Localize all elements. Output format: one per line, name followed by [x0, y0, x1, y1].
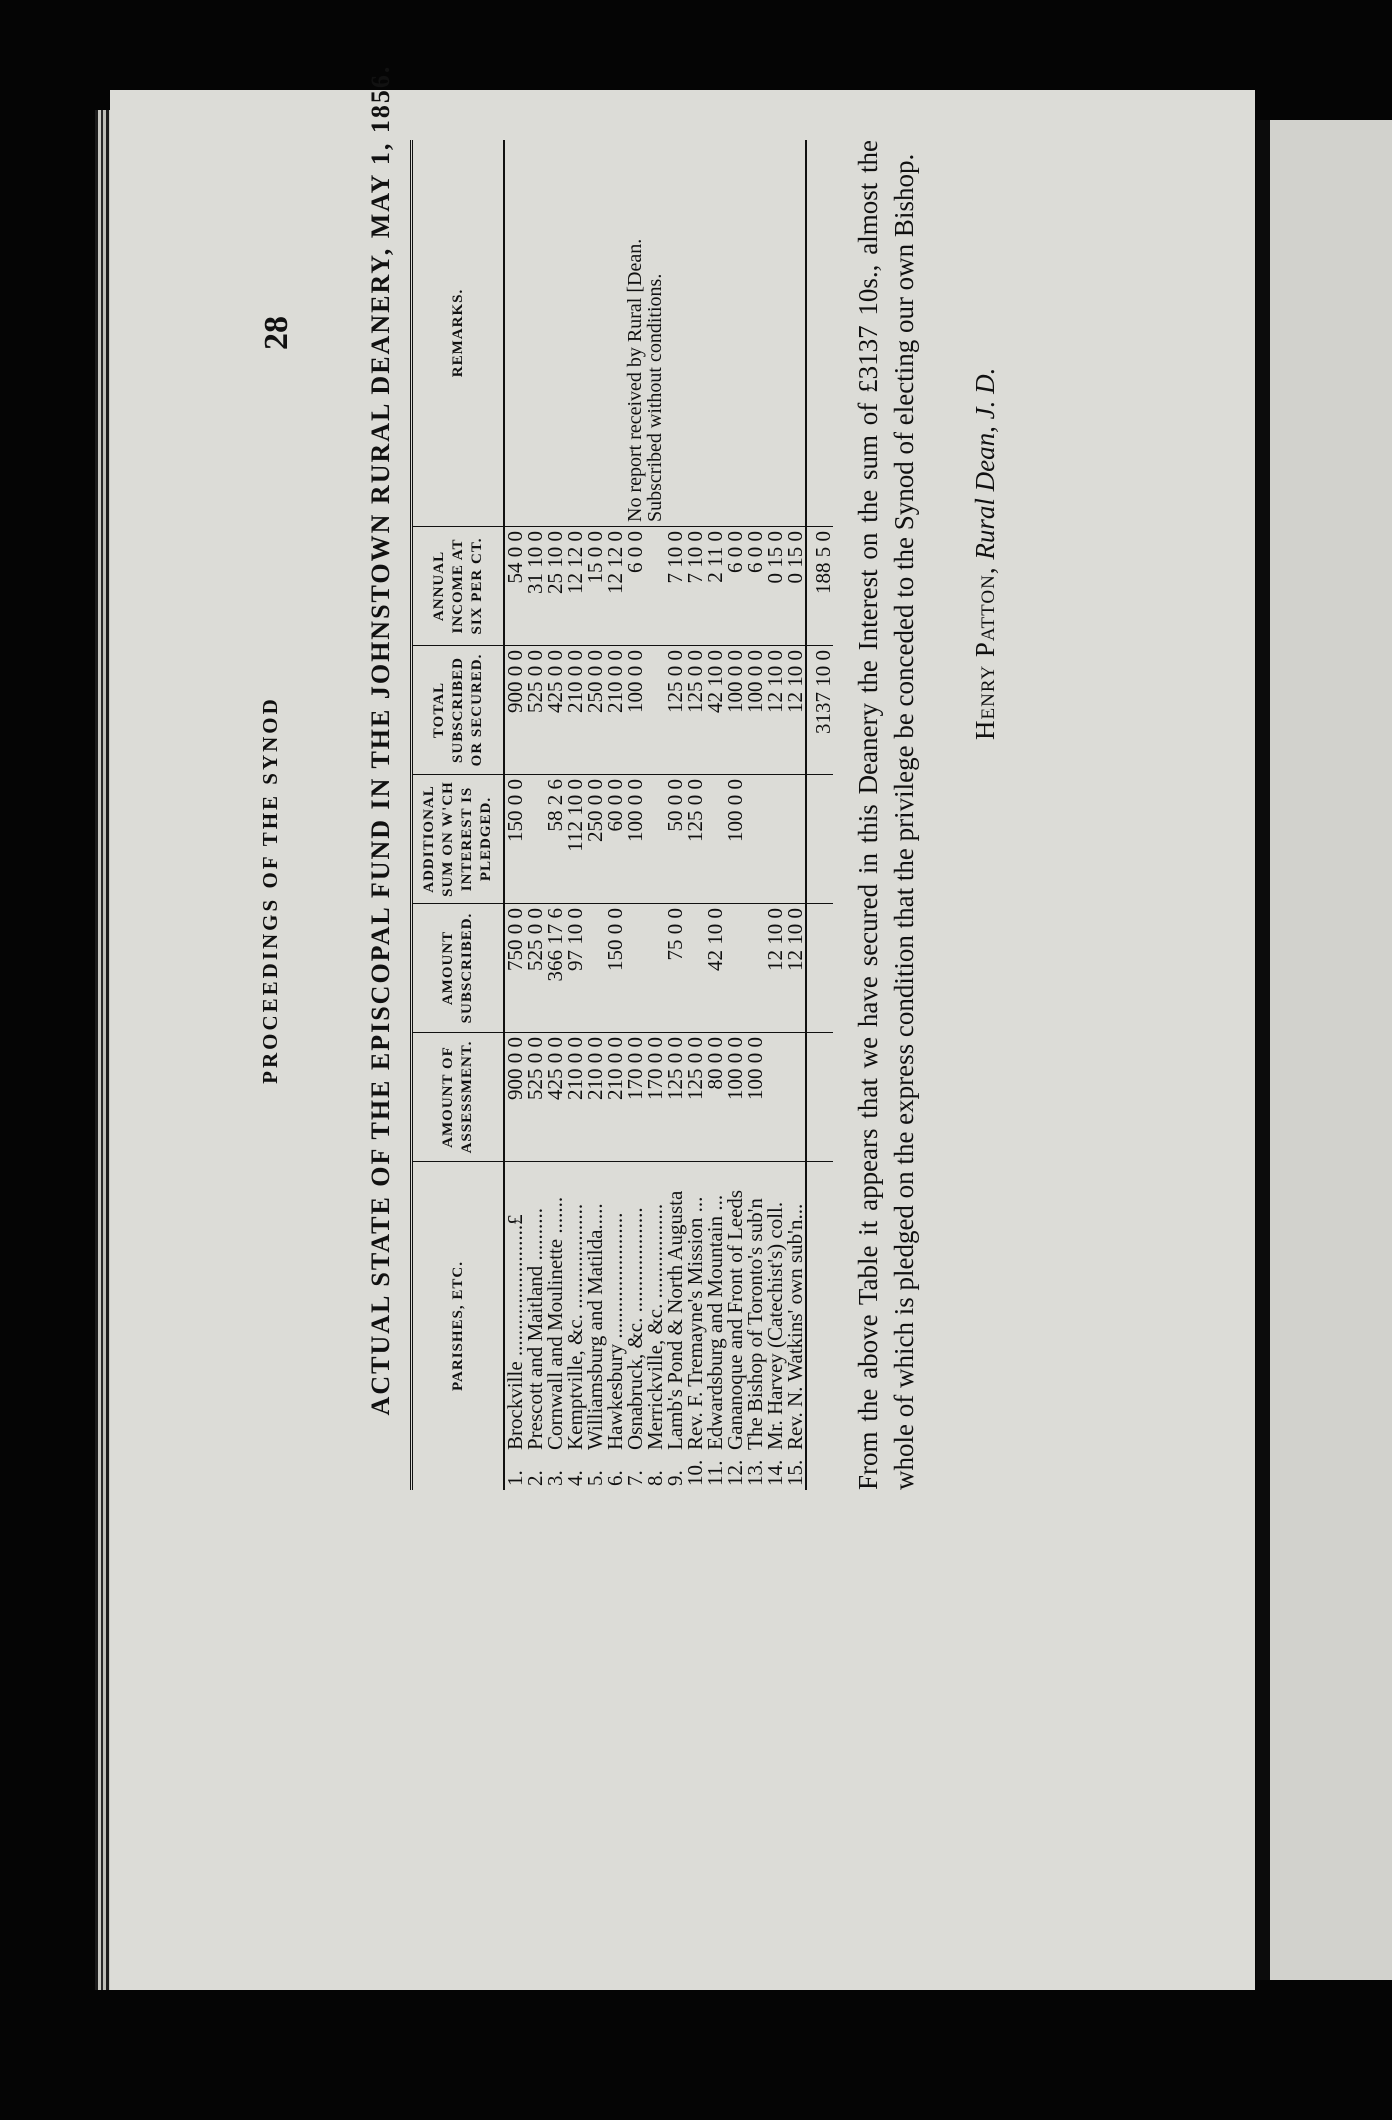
remarks-cell: Subscribed without conditions. — [645, 140, 665, 527]
page-number: 28 — [258, 316, 295, 350]
row-number: 13. — [743, 1459, 767, 1486]
table-row — [625, 140, 645, 1490]
total-cell: 900 0 0 — [504, 646, 525, 775]
total-cell: 100 0 0 — [745, 646, 765, 775]
table-row — [705, 140, 725, 1490]
remarks-cell — [725, 140, 745, 527]
table-row — [585, 140, 605, 1490]
parish-name: The Bishop of Toronto's sub'n — [743, 1198, 767, 1450]
table-row — [765, 140, 785, 1490]
currency-mark: £ — [503, 1214, 527, 1225]
row-number: 6. — [603, 1470, 627, 1486]
remarks-cell — [765, 140, 785, 527]
remarks-cell — [665, 140, 685, 527]
parish-name: Osnabruck, &c. .................... — [623, 1207, 647, 1450]
total-cell: 42 10 0 — [705, 646, 725, 775]
income-cell: 7 10 0 — [685, 527, 705, 646]
assessment-cell: 80 0 0 — [705, 1033, 725, 1162]
additional-cell — [785, 775, 806, 904]
total-cell: 100 0 0 — [725, 646, 745, 775]
parish-cell — [525, 1162, 545, 1491]
assessment-cell: 210 0 0 — [585, 1033, 605, 1162]
parish-cell — [785, 1162, 806, 1491]
parish-cell — [665, 1162, 685, 1491]
income-cell: 15 0 0 — [585, 527, 605, 646]
rotated-content — [110, 64, 1255, 1990]
assessment-cell: 170 0 0 — [625, 1033, 645, 1162]
row-number: 3. — [543, 1470, 567, 1486]
additional-cell: 150 0 0 — [504, 775, 525, 904]
assessment-cell — [765, 1033, 785, 1162]
table-row — [504, 140, 525, 1490]
signature — [970, 368, 1001, 740]
subscribed-cell — [645, 904, 665, 1033]
header-assessment: AMOUNT OF ASSESSMENT. — [412, 1033, 505, 1162]
income-cell: 12 12 0 — [605, 527, 625, 646]
total-cell: 12 10 0 — [765, 646, 785, 775]
income-cell: 12 12 0 — [565, 527, 585, 646]
parish-name: Hawkesbury ........................ — [603, 1212, 627, 1450]
assessment-cell: 525 0 0 — [525, 1033, 545, 1162]
subscribed-cell: 750 0 0 — [504, 904, 525, 1033]
total-cell: 210 0 0 — [605, 646, 625, 775]
parish-cell — [765, 1162, 785, 1491]
parish-name: Brockville ......................... — [503, 1224, 527, 1450]
row-number: 7. — [623, 1470, 647, 1486]
parish-cell — [545, 1162, 565, 1491]
parish-cell — [625, 1162, 645, 1491]
running-head: PROCEEDINGS OF THE SYNOD — [258, 696, 282, 1084]
income-cell: 7 10 0 — [665, 527, 685, 646]
table-row — [685, 140, 705, 1490]
subscribed-cell — [685, 904, 705, 1033]
additional-cell: 50 0 0 — [665, 775, 685, 904]
signature-name: Henry Patton, — [970, 566, 1000, 740]
additional-cell: 58 2 6 — [545, 775, 565, 904]
signature-title: Rural Dean, J. D. — [970, 367, 1000, 560]
additional-cell: 100 0 0 — [725, 775, 745, 904]
row-number: 4. — [563, 1470, 587, 1486]
assessment-cell: 125 0 0 — [685, 1033, 705, 1162]
subscribed-cell — [625, 904, 645, 1033]
parish-name: Cornwall and Moulinette ....... — [543, 1196, 567, 1450]
subscribed-cell: 150 0 0 — [605, 904, 625, 1033]
remarks-cell: No report received by Rural [Dean. — [625, 140, 645, 527]
table-row — [525, 140, 545, 1490]
assessment-cell: 125 0 0 — [665, 1033, 685, 1162]
additional-cell — [645, 775, 665, 904]
table-header-row — [412, 140, 505, 1490]
additional-cell — [745, 775, 765, 904]
row-number: 11. — [703, 1460, 727, 1486]
row-number: 12. — [723, 1459, 747, 1486]
table-title: ACTUAL STATE OF THE EPISCOPAL FUND IN THE JOHNSTOWN RURAL DEANERY, MAY 1, 1856. — [366, 64, 395, 1416]
assessment-cell: 210 0 0 — [605, 1033, 625, 1162]
assessment-cell: 100 0 0 — [745, 1033, 765, 1162]
remarks-cell — [605, 140, 625, 527]
header-total: TOTAL SUBSCRIBED OR SECURED. — [412, 646, 505, 775]
subscribed-cell: 75 0 0 — [665, 904, 685, 1033]
grand-total: 3137 10 0 — [806, 646, 833, 775]
parish-cell — [685, 1162, 705, 1491]
row-number: 8. — [643, 1470, 667, 1486]
additional-cell: 250 0 0 — [585, 775, 605, 904]
header-subscribed: AMOUNT SUBSCRIBED. — [412, 904, 505, 1033]
income-cell: 0 15 0 — [785, 527, 806, 646]
total-cell: 12 10 0 — [785, 646, 806, 775]
assessment-cell: 425 0 0 — [545, 1033, 565, 1162]
assessment-cell: 210 0 0 — [565, 1033, 585, 1162]
table-body — [504, 140, 806, 1490]
income-cell: 6 0 0 — [625, 527, 645, 646]
additional-cell: 100 0 0 — [625, 775, 645, 904]
total-cell — [645, 646, 665, 775]
parish-name: Rev. F. Tremayne's Mission ... — [683, 1196, 707, 1450]
table-row — [605, 140, 625, 1490]
parish-cell — [745, 1162, 765, 1491]
row-number: 2. — [523, 1470, 547, 1486]
total-cell: 125 0 0 — [665, 646, 685, 775]
summary-paragraph: From the above Table it appears that we have secured in this Deanery the Interest on the sum of £3137 10s., almost the whole of which is pledged on the express condition that the privilege be conceded to the Synod of electing our own Bishop. — [853, 140, 919, 1490]
income-cell: 25 10 0 — [545, 527, 565, 646]
subscribed-cell — [725, 904, 745, 1033]
remarks-cell — [745, 140, 765, 527]
additional-cell: 125 0 0 — [685, 775, 705, 904]
parish-name: Gananoque and Front of Leeds — [723, 1189, 747, 1450]
parish-cell — [705, 1162, 725, 1491]
remarks-cell — [545, 140, 565, 527]
totals-row — [806, 140, 833, 1490]
row-number: 15. — [783, 1459, 807, 1486]
parish-cell — [725, 1162, 745, 1491]
remarks-cell — [785, 140, 806, 527]
parish-name: Lamb's Pond & North Augusta — [663, 1190, 687, 1450]
next-page-edge — [1256, 120, 1392, 1980]
row-number: 5. — [583, 1470, 607, 1486]
header-additional: ADDITIONAL SUM ON W'CH INTEREST IS PLEDGED. — [412, 775, 505, 904]
subscribed-cell: 42 10 0 — [705, 904, 725, 1033]
parish-cell — [605, 1162, 625, 1491]
income-cell: 6 0 0 — [745, 527, 765, 646]
subscribed-cell — [585, 904, 605, 1033]
remarks-cell — [705, 140, 725, 527]
grand-income: 188 5 0 — [806, 527, 833, 646]
subscribed-cell — [745, 904, 765, 1033]
parish-cell — [645, 1162, 665, 1491]
assessment-cell — [785, 1033, 806, 1162]
row-number: 1. — [503, 1470, 527, 1486]
remarks-cell — [685, 140, 705, 527]
table-row — [665, 140, 685, 1490]
total-cell: 425 0 0 — [545, 646, 565, 775]
header-remarks: REMARKS. — [412, 140, 505, 527]
additional-cell: 60 0 0 — [605, 775, 625, 904]
episcopal-fund-table — [410, 140, 833, 1490]
parish-name: Merrickville, &c. .................. — [643, 1203, 667, 1450]
additional-cell — [765, 775, 785, 904]
subscribed-cell: 97 10 0 — [565, 904, 585, 1033]
income-cell: 2 11 0 — [705, 527, 725, 646]
additional-cell — [525, 775, 545, 904]
total-cell: 210 0 0 — [565, 646, 585, 775]
parish-cell — [565, 1162, 585, 1491]
income-cell: 54 0 0 — [504, 527, 525, 646]
row-number: 10. — [683, 1459, 707, 1486]
table-row — [565, 140, 585, 1490]
parish-name: Mr. Harvey (Catechist's) coll. — [763, 1201, 787, 1450]
income-cell: 0 15 0 — [765, 527, 785, 646]
total-cell: 100 0 0 — [625, 646, 645, 775]
remarks-cell — [585, 140, 605, 527]
income-cell: 6 0 0 — [725, 527, 745, 646]
parish-name: Edwardsburg and Mountain ... — [703, 1194, 727, 1450]
subscribed-cell: 12 10 0 — [765, 904, 785, 1033]
remarks-cell — [565, 140, 585, 527]
subscribed-cell: 366 17 6 — [545, 904, 565, 1033]
parish-name: Williamsburg and Matilda..... — [583, 1203, 607, 1450]
assessment-cell: 170 0 0 — [645, 1033, 665, 1162]
parish-name: Kemptville, &c. .................... — [563, 1203, 587, 1450]
header-parishes: PARISHES, ETC. — [412, 1162, 505, 1491]
income-cell — [645, 527, 665, 646]
additional-cell: 112 10 0 — [565, 775, 585, 904]
total-cell: 525 0 0 — [525, 646, 545, 775]
parish-name: Rev. N. Watkins' own sub'n... — [783, 1203, 807, 1450]
remarks-cell — [504, 140, 525, 527]
subscribed-cell: 12 10 0 — [785, 904, 806, 1033]
parish-cell — [585, 1162, 605, 1491]
row-number: 14. — [763, 1459, 787, 1486]
parish-cell — [504, 1162, 525, 1491]
table-row — [785, 140, 806, 1490]
total-cell: 250 0 0 — [585, 646, 605, 775]
parish-name: Prescott and Maitland .......... — [523, 1207, 547, 1450]
table-row — [645, 140, 665, 1490]
remarks-cell — [525, 140, 545, 527]
total-cell: 125 0 0 — [685, 646, 705, 775]
additional-cell — [705, 775, 725, 904]
subscribed-cell: 525 0 0 — [525, 904, 545, 1033]
row-number: 9. — [663, 1470, 687, 1486]
table-row — [745, 140, 765, 1490]
header-income: ANNUAL INCOME AT SIX PER CT. — [412, 527, 505, 646]
assessment-cell: 100 0 0 — [725, 1033, 745, 1162]
assessment-cell: 900 0 0 — [504, 1033, 525, 1162]
table-row — [545, 140, 565, 1490]
table-row — [725, 140, 745, 1490]
income-cell: 31 10 0 — [525, 527, 545, 646]
